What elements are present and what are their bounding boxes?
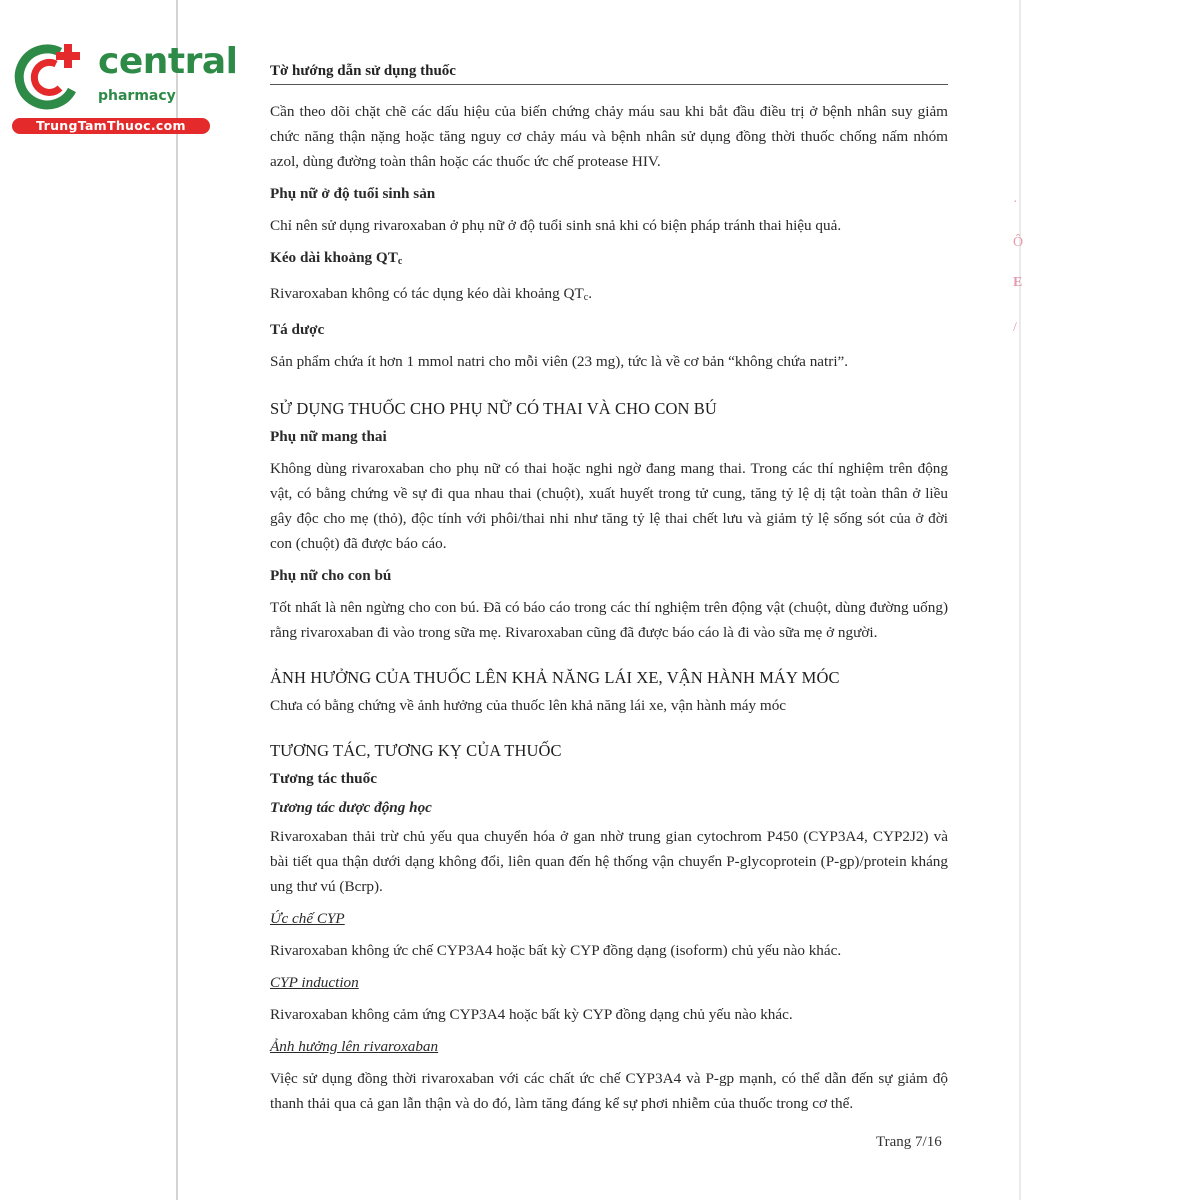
pharmacokinetic-text: Rivaroxaban thải trừ chủ yếu qua chuyển hóa ở gan nhờ trung gian cytochrom P450 (CYP3A4, CYP2J2) và bài tiết qua thận dưới dạng không đổi, liên quan đến hệ thống vận chuyển P-glycoprotein (P-gp)/protein kháng ung thư vú (Bcrp). xyxy=(270,828,948,895)
pregnant-text: Không dùng rivaroxaban cho phụ nữ có thai hoặc nghi ngờ đang mang thai. Trong các thí nghiệm trên động vật, có bằng chứng về sự đi qua nhau thai (chuột), xuất huyết trong tử cung, tăng tỷ lệ dị tật toàn thân ở liều gây độc cho mẹ (thỏ), độc tính với phôi/thai nhi như tăng tỷ lệ thai chết lưu và giảm tỷ lệ sống sót của ở đời con (chuột) đã được báo cáo. xyxy=(270,460,948,552)
women-fertile-text: Chỉ nên sử dụng rivaroxaban ở phụ nữ ở độ tuổi sinh snả khi có biện pháp tránh thai hiệu quả. xyxy=(270,217,842,234)
central-pharmacy-logo[interactable] xyxy=(10,38,238,138)
cyp-induction-text: Rivaroxaban không cảm ứng CYP3A4 hoặc bất kỳ CYP đồng dạng chủ yếu nào khác. xyxy=(270,1006,793,1023)
qtc-text-main: Rivaroxaban không có tác dụng kéo dài khoảng QT xyxy=(270,285,584,302)
heading-breastfeeding: Phụ nữ cho con bú xyxy=(270,567,392,584)
pharmacy-cross-icon xyxy=(14,40,86,112)
heading-cyp-inhibition: Ức chế CYP xyxy=(270,910,345,927)
breastfeeding-text: Tốt nhất là nên ngừng cho con bú. Đã có báo cáo trong các thí nghiệm trên động vật (chuột, dùng đường uống) rằng rivaroxaban đi vào trong sữa mẹ. Rivaroxaban cũng đã được báo cáo là đi vào sữa mẹ ở người. xyxy=(270,599,948,641)
heading-cyp-induction: CYP induction xyxy=(270,974,359,991)
heading-effect-on-rivaroxaban: Ảnh hưởng lên rivaroxaban xyxy=(270,1038,439,1055)
heading-excipient: Tá dược xyxy=(270,321,325,338)
heading-pregnant: Phụ nữ mang thai xyxy=(270,428,387,445)
driving-text: Chưa có bằng chứng về ảnh hưởng của thuốc lên khả năng lái xe, vận hành máy móc xyxy=(270,697,787,714)
qtc-text-sub: c xyxy=(583,292,589,303)
heading-pharmacokinetic: Tương tác dược động học xyxy=(270,799,432,816)
logo-site-url[interactable]: TrungTamThuoc.com xyxy=(12,118,210,134)
scan-right-edge xyxy=(1019,0,1021,1200)
margin-stamp-fragment: · Ô E / xyxy=(1013,195,1024,335)
page-number: Trang 7/16 xyxy=(876,1134,942,1150)
qtc-heading-text: Kéo dài khoảng QT xyxy=(270,249,398,266)
qtc-text-end: . xyxy=(588,285,593,302)
heading-women-fertile: Phụ nữ ở độ tuổi sinh sản xyxy=(270,185,436,202)
document-header-title: Tờ hướng dẫn sử dụng thuốc xyxy=(270,58,948,85)
document-page xyxy=(270,58,948,1116)
intro-paragraph: Cần theo dõi chặt chẽ các dấu hiệu của biến chứng chảy máu sau khi bắt đầu điều trị ở bệnh nhân suy giảm chức năng thận nặng hoặc tăng nguy cơ chảy máu và bệnh nhân sử dụng đồng thời thuốc chống nấm nhóm azol, dùng đường toàn thân hoặc các thuốc ức chế protease HIV. xyxy=(270,103,948,170)
section-interaction-title: TƯƠNG TÁC, TƯƠNG KỴ CỦA THUỐC xyxy=(270,741,562,760)
logo-brand: central xyxy=(98,41,238,82)
excipient-text: Sản phẩm chứa ít hơn 1 mmol natri cho mỗi viên (23 mg), tức là về cơ bản “không chứa natri”. xyxy=(270,353,849,370)
heading-qtc xyxy=(270,245,948,274)
section-pregnancy-title: SỬ DỤNG THUỐC CHO PHỤ NỮ CÓ THAI VÀ CHO CON BÚ xyxy=(270,399,717,418)
effect-on-rivaroxaban-text: Việc sử dụng đồng thời rivaroxaban với các chất ức chế CYP3A4 và P-gp mạnh, có thể dẫn đến sự giảm độ thanh thải qua cả gan lẫn thận và do đó, làm tăng đáng kể sự phơi nhiễm của thuốc trong cơ thể. xyxy=(270,1070,948,1112)
qtc-text xyxy=(270,281,948,310)
section-driving-title: ẢNH HƯỞNG CỦA THUỐC LÊN KHẢ NĂNG LÁI XE, VẬN HÀNH MÁY MÓC xyxy=(270,668,840,687)
qtc-heading-sub: c xyxy=(397,256,403,267)
scan-left-edge xyxy=(176,0,178,1200)
cyp-inhibition-text: Rivaroxaban không ức chế CYP3A4 hoặc bất kỳ CYP đồng dạng (isoform) chủ yếu nào khác. xyxy=(270,942,842,959)
heading-drug-interaction: Tương tác thuốc xyxy=(270,770,377,787)
logo-subtitle: pharmacy xyxy=(98,88,176,104)
